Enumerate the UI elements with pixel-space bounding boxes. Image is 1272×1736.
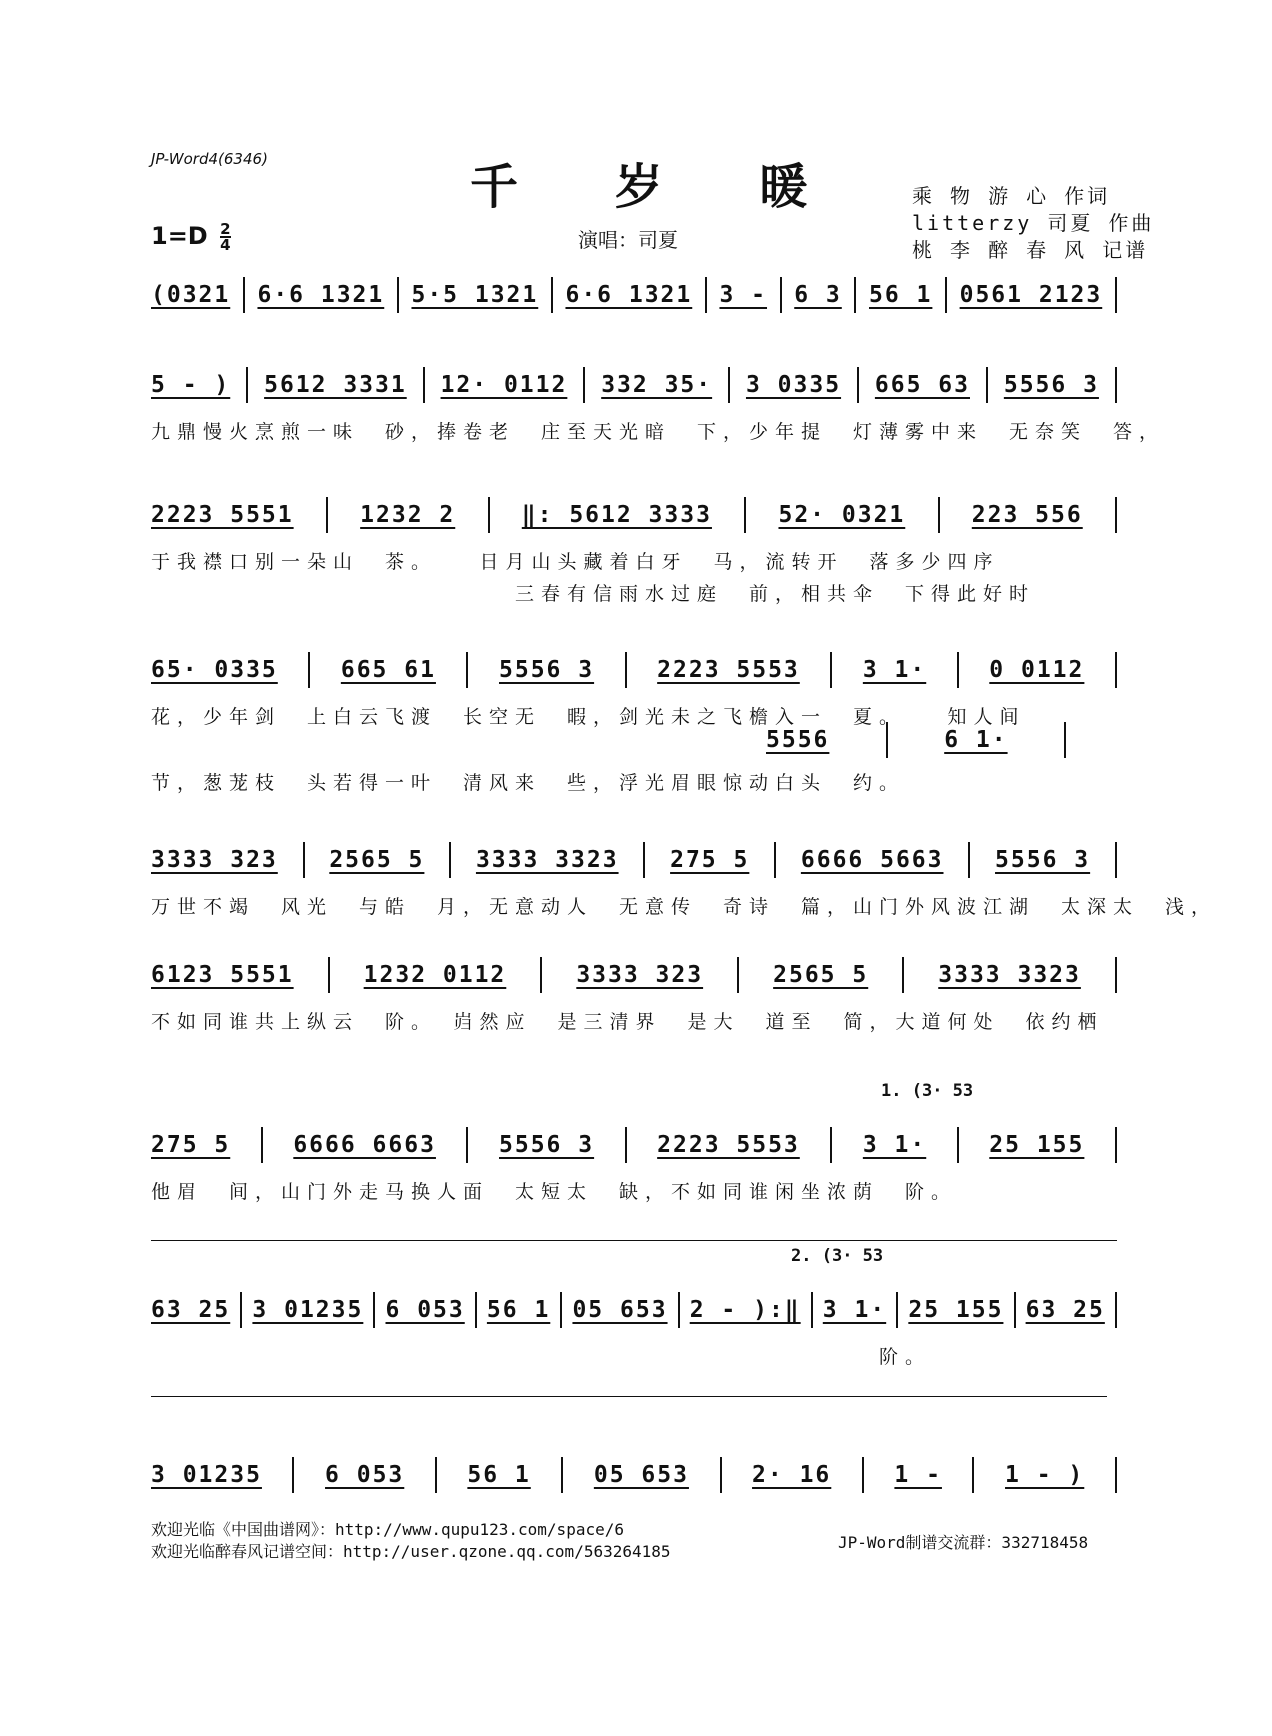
bar-line [475, 1292, 477, 1328]
measure: 275 5 [670, 847, 750, 873]
alt-measure: 6 1· [944, 727, 1008, 753]
measure: 1232 2 [360, 502, 456, 528]
measure: 2 - ):‖ [689, 1297, 801, 1323]
bar-line [303, 842, 305, 878]
measure: 12· 0112 [440, 372, 568, 398]
notes-line [151, 1290, 1117, 1330]
notes-line [151, 495, 1117, 535]
measure: 63 25 [1025, 1297, 1105, 1323]
bar-line [625, 652, 627, 688]
bar-line [1115, 957, 1117, 993]
measure: 3 1· [822, 1297, 887, 1323]
measure: 56 1 [467, 1462, 531, 1488]
key-text: 1=D [151, 222, 208, 250]
bar-line [986, 367, 988, 403]
measure: 3 0335 [745, 372, 842, 398]
score-system [151, 365, 1166, 443]
bar-line [780, 277, 782, 313]
time-signature [220, 222, 230, 252]
volta-number: 1. [881, 1081, 902, 1101]
meter-bottom: 4 [220, 236, 231, 254]
bar-line [423, 367, 425, 403]
measure: 6 053 [325, 1462, 405, 1488]
bar-line [1115, 367, 1117, 403]
staff-rule-upper [151, 1240, 1117, 1241]
bar-line [551, 277, 553, 313]
measure: 1 - [894, 1462, 942, 1488]
bar-line [744, 497, 746, 533]
bar-line [540, 957, 542, 993]
notes-line [151, 840, 1117, 880]
bar-line [583, 367, 585, 403]
measure: 2565 5 [329, 847, 425, 873]
bar-line [886, 722, 888, 758]
notes-line [151, 1455, 1117, 1495]
measure: 332 35· [601, 372, 713, 398]
composer-credit: litterzy 司夏 作曲 [912, 211, 1155, 235]
measure: 2· 16 [752, 1462, 832, 1488]
bar-line [705, 277, 707, 313]
measure: 5556 3 [1003, 372, 1099, 398]
bar-line [968, 842, 970, 878]
measure: 2223 5553 [657, 1132, 800, 1158]
bar-line [857, 367, 859, 403]
score-system [151, 840, 1218, 918]
bar-line [397, 277, 399, 313]
measure: 275 5 [151, 1132, 231, 1158]
footer-group: JP-Word制谱交流群：332718458 [838, 1533, 1089, 1552]
measure: 2223 5553 [657, 657, 800, 683]
notes-line [151, 365, 1117, 405]
song-title: 千 岁 暖 [470, 159, 848, 215]
measure: 1232 0112 [363, 962, 507, 988]
notes-line [151, 275, 1117, 315]
score-system [151, 1246, 1117, 1368]
bar-line [957, 1127, 959, 1163]
bar-line [1115, 1457, 1117, 1493]
bar-line [862, 1457, 864, 1493]
bar-line [625, 1127, 627, 1163]
bar-line [246, 367, 248, 403]
measure: 3333 323 [576, 962, 704, 988]
volta-bracket [791, 1246, 883, 1266]
lyric-line: 三春有信雨水过庭 前，相共伞 下得此好时 [151, 583, 1036, 605]
volta-number: 2. [791, 1246, 812, 1266]
bar-line [466, 1127, 468, 1163]
bar-line [1014, 1292, 1016, 1328]
bar-line [435, 1457, 437, 1493]
bar-line [292, 1457, 294, 1493]
bar-line [720, 1457, 722, 1493]
measure: 6123 5551 [151, 962, 294, 988]
measure: 1 - ) [1005, 1462, 1085, 1488]
transcriber-credit: 桃 李 醉 春 风 记谱 [912, 238, 1149, 262]
measure: 5556 3 [995, 847, 1091, 873]
measure: 6·6 1321 [257, 282, 385, 308]
bar-line [830, 652, 832, 688]
lyric-line: 九鼎慢火烹煎一味 砂，捧卷老 庄至天光暗 下，少年提 灯薄雾中来 无奈笑 答， [151, 421, 1166, 443]
bar-line [811, 1292, 813, 1328]
bar-line [466, 652, 468, 688]
measure: 56 1 [869, 282, 933, 308]
footer-line-1: 欢迎光临《中国曲谱网》：http://www.qupu123.com/space/6 [151, 1520, 624, 1539]
lyric-line: 万世不竭 风光 与皓 月，无意动人 无意传 奇诗 篇，山门外风波江湖 太深太 浅， [151, 896, 1218, 918]
lyric-line: 他眉 间，山门外走马换人面 太短太 缺，不如同谁闲坐浓荫 阶。 [151, 1181, 958, 1203]
footer-links [151, 1519, 671, 1563]
measure: 0561 2123 [959, 282, 1103, 308]
measure: 25 155 [908, 1297, 1004, 1323]
alt-measure: 5556 [766, 727, 830, 753]
bar-line [449, 842, 451, 878]
bar-line [678, 1292, 680, 1328]
measure: 2223 5551 [151, 502, 294, 528]
notes-line [151, 1125, 1117, 1165]
lyric-line: 不如同谁共上纵云 阶。 岿然应 是三清界 是大 道至 简，大道何处 依约栖 [151, 1011, 1104, 1033]
measure: 3333 3323 [938, 962, 1081, 988]
lyric-line: 阶。 [151, 1346, 932, 1368]
measure: 65· 0335 [151, 657, 278, 683]
bar-line [957, 652, 959, 688]
measure: 6666 5663 [800, 847, 944, 873]
bar-line [561, 1457, 563, 1493]
key-signature [151, 222, 231, 252]
score-system [151, 495, 1117, 605]
bar-line [1115, 842, 1117, 878]
bar-line [643, 842, 645, 878]
volta-notes: (3· 53 [901, 1081, 974, 1101]
bar-line [560, 1292, 562, 1328]
measure: 5·5 1321 [411, 282, 539, 308]
measure: 5556 3 [499, 657, 595, 683]
bar-line [1115, 277, 1117, 313]
bar-line [945, 277, 947, 313]
software-label: JP-Word4(6346) [151, 150, 268, 168]
volta-notes: (3· 53 [811, 1246, 884, 1266]
bar-line [326, 497, 328, 533]
measure: 3333 323 [151, 847, 278, 873]
lyricist-credit: 乘 物 游 心 作词 [912, 184, 1111, 208]
bar-line [737, 957, 739, 993]
bar-line [854, 277, 856, 313]
staff-rule-lower [151, 1396, 1107, 1397]
measure: 665 63 [874, 372, 970, 398]
score-system [151, 1081, 1117, 1203]
measure: 6666 6663 [293, 1132, 436, 1158]
measure: 2565 5 [773, 962, 869, 988]
bar-line [488, 497, 490, 533]
volta-bracket [881, 1081, 973, 1101]
measure: 3 - [719, 282, 768, 308]
measure: 56 1 [486, 1297, 551, 1323]
bar-line [1115, 1127, 1117, 1163]
score-system [151, 955, 1117, 1033]
measure: 0 0112 [989, 657, 1085, 683]
measure: 5612 3331 [264, 372, 407, 398]
bar-line [972, 1457, 974, 1493]
bar-line [240, 1292, 242, 1328]
bar-line [243, 277, 245, 313]
bar-line [308, 652, 310, 688]
credits-block [912, 183, 1154, 264]
measure: 5 - ) [151, 372, 231, 398]
lyric-line: 节，葱茏枝 头若得一叶 清风来 些，浮光眉眼惊动白头 约。 [151, 772, 906, 794]
bar-line [774, 842, 776, 878]
measure: 3 1· [862, 1132, 927, 1158]
notes-line [151, 650, 1117, 690]
bar-line [830, 1127, 832, 1163]
bar-line [728, 367, 730, 403]
meter-top: 2 [220, 220, 231, 238]
measure: 05 653 [572, 1297, 668, 1323]
measure: 05 653 [593, 1462, 689, 1488]
measure: 63 25 [151, 1297, 231, 1323]
measure: 52· 0321 [778, 502, 906, 528]
bar-line [1115, 497, 1117, 533]
bar-line [373, 1292, 375, 1328]
measure: (0321 [151, 282, 231, 308]
measure: 223 556 [971, 502, 1083, 528]
measure: ‖: 5612 3333 [521, 502, 712, 528]
score-system [151, 650, 1117, 794]
singer-credit: 演唱：司夏 [578, 228, 678, 252]
bar-line [896, 1292, 898, 1328]
bar-line [1115, 652, 1117, 688]
measure: 25 155 [989, 1132, 1085, 1158]
measure: 3333 3323 [475, 847, 619, 873]
score-system [151, 1455, 1117, 1495]
measure: 6 3 [794, 282, 842, 308]
notes-line [151, 955, 1117, 995]
bar-line [328, 957, 330, 993]
measure: 6·6 1321 [565, 282, 693, 308]
measure: 5556 3 [499, 1132, 595, 1158]
measure: 3 1· [862, 657, 927, 683]
bar-line [938, 497, 940, 533]
lyric-line: 花，少年剑 上白云飞渡 长空无 暇，剑光未之飞檐入一 夏。 知人间 [151, 706, 1026, 728]
bar-line [261, 1127, 263, 1163]
footer-line-2: 欢迎光临醉春风记谱空间：http://user.qzone.qq.com/563264185 [151, 1542, 671, 1561]
measure: 665 61 [340, 657, 436, 683]
lyric-line: 于我襟口别一朵山 茶。 日月山头藏着白牙 马，流转开 落多少四序 [151, 551, 1000, 573]
measure: 3 01235 [151, 1462, 262, 1488]
alt-notes-line [766, 720, 1066, 760]
score-system [151, 275, 1117, 315]
measure: 3 01235 [252, 1297, 364, 1323]
bar-line [1115, 1292, 1117, 1328]
measure: 6 053 [385, 1297, 465, 1323]
bar-line [1064, 722, 1066, 758]
bar-line [902, 957, 904, 993]
